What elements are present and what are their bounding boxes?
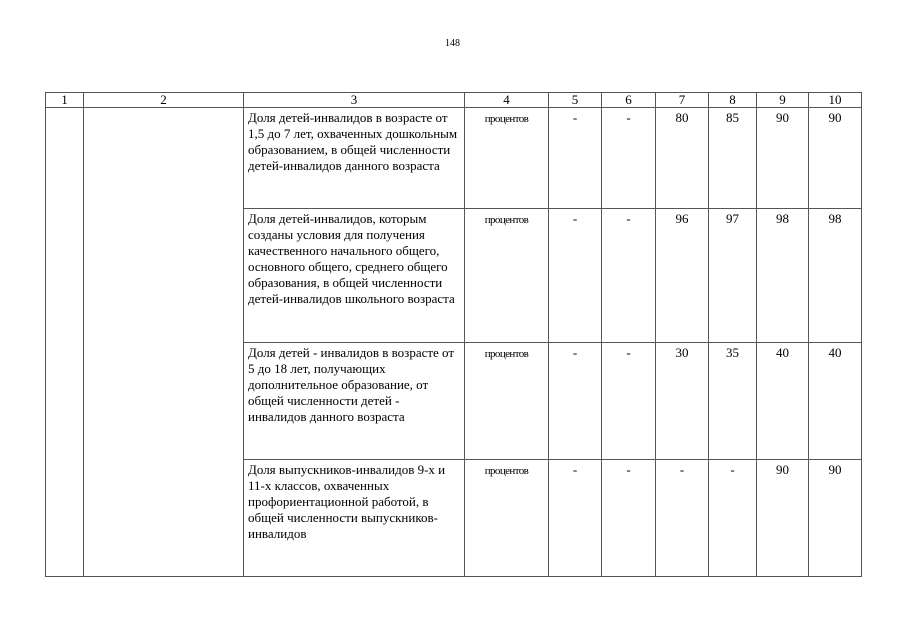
column-header: 9 <box>757 93 809 108</box>
value-cell: 40 <box>757 343 809 460</box>
column-header: 6 <box>602 93 656 108</box>
value-cell: - <box>602 460 656 577</box>
value-cell: - <box>549 209 602 343</box>
unit-cell: процентов <box>465 209 549 343</box>
page-number: 148 <box>445 38 460 49</box>
number-cell <box>46 108 84 577</box>
indicator-text: Доля выпускников-инвалидов 9-х и 11-х классов, охваченных профориентационной работой, в общей численности выпускников-инвалидов <box>244 460 465 577</box>
column-header: 1 <box>46 93 84 108</box>
column-header: 3 <box>244 93 465 108</box>
value-cell: - <box>549 460 602 577</box>
column-header: 8 <box>709 93 757 108</box>
indicators-table <box>45 92 862 577</box>
value-cell: 30 <box>656 343 709 460</box>
value-cell: 90 <box>757 108 809 209</box>
column-header: 4 <box>465 93 549 108</box>
value-cell: 90 <box>757 460 809 577</box>
indicator-text: Доля детей - инвалидов в возрасте от 5 до 18 лет, получающих дополнительное образование, от общей численности детей - инвалидов данного возраста <box>244 343 465 460</box>
value-cell: 85 <box>709 108 757 209</box>
table-header-row <box>46 93 862 108</box>
unit-cell: процентов <box>465 460 549 577</box>
column-header: 7 <box>656 93 709 108</box>
value-cell: 35 <box>709 343 757 460</box>
column-header: 10 <box>809 93 862 108</box>
value-cell: 90 <box>809 108 862 209</box>
value-cell: 96 <box>656 209 709 343</box>
table-row <box>46 108 862 209</box>
unit-cell: процентов <box>465 108 549 209</box>
value-cell: - <box>602 209 656 343</box>
value-cell: - <box>656 460 709 577</box>
indicator-text: Доля детей-инвалидов в возрасте от 1,5 до 7 лет, охваченных дошкольным образованием, в общей численности детей-инвалидов данного возраста <box>244 108 465 209</box>
unit-cell: процентов <box>465 343 549 460</box>
value-cell: 90 <box>809 460 862 577</box>
value-cell: 98 <box>757 209 809 343</box>
column-header: 5 <box>549 93 602 108</box>
value-cell: 80 <box>656 108 709 209</box>
value-cell: 98 <box>809 209 862 343</box>
value-cell: - <box>709 460 757 577</box>
value-cell: - <box>549 343 602 460</box>
value-cell: - <box>549 108 602 209</box>
indicator-text: Доля детей-инвалидов, которым созданы условия для получения качественного начального общего, основного общего, среднего общего образования, в общей численности детей-инвалидов школьного возраста <box>244 209 465 343</box>
value-cell: 40 <box>809 343 862 460</box>
value-cell: - <box>602 343 656 460</box>
value-cell: 97 <box>709 209 757 343</box>
goal-cell <box>84 108 244 577</box>
value-cell: - <box>602 108 656 209</box>
column-header: 2 <box>84 93 244 108</box>
